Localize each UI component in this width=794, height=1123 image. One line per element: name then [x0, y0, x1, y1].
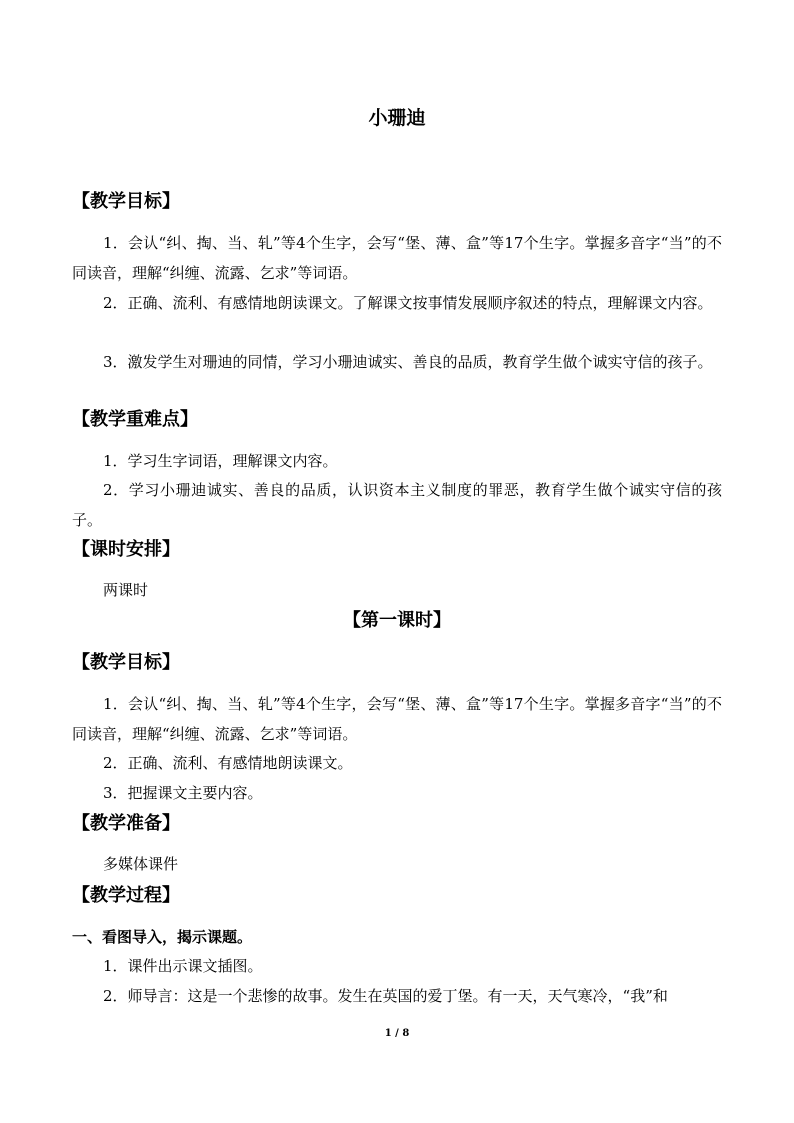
lesson1-prep-heading: 【教学准备】: [72, 813, 180, 834]
step1-heading: 一、看图导入，揭示课题。: [72, 928, 253, 946]
keypoints-heading: 【教学重难点】: [72, 409, 198, 430]
page-number-total: 8: [402, 1028, 410, 1039]
lesson1-goals-item-2: 2．正确、流利、有感情地朗读课文。: [103, 754, 353, 772]
goals-heading: 【教学目标】: [72, 191, 180, 212]
keypoints-item-1: 1．学习生字词语，理解课文内容。: [103, 452, 338, 470]
schedule-heading: 【课时安排】: [72, 539, 180, 560]
step1-item-2: 2．师导言：这是一个悲惨的故事。发生在英国的爱丁堡。有一天，天气寒冷，“我”和: [103, 987, 668, 1005]
lesson1-goals-item-1: 1．会认“纠、掏、当、轧”等4个生字，会写“堡、薄、盒”等17个生字。掌握多音字“当”的不同读音，理解“纠缠、流露、乞求”等词语。: [72, 695, 722, 743]
schedule-text: 两课时: [103, 581, 149, 599]
lesson1-goals-heading: 【教学目标】: [72, 652, 180, 673]
goals-item-2: 2．正确、流利、有感情地朗读课文。了解课文按事情发展顺序叙述的特点，理解课文内容。: [103, 294, 713, 312]
page-number-separator: /: [391, 1028, 403, 1039]
lesson1-goals-item-3: 3．把握课文主要内容。: [103, 784, 263, 802]
page-title: 小珊迪: [368, 107, 426, 129]
page-number: [0, 1027, 794, 1041]
goals-item-3: 3．激发学生对珊迪的同情，学习小珊迪诚实、善良的品质，教育学生做个诚实守信的孩子。: [103, 353, 713, 371]
lesson1-prep-text: 多媒体课件: [103, 855, 179, 873]
lesson1-heading: 【第一课时】: [343, 610, 451, 631]
page-number-current: 1: [384, 1028, 392, 1039]
keypoints-item-2: 2．学习小珊迪诚实、善良的品质，认识资本主义制度的罪恶，教育学生做个诚实守信的孩子。: [72, 481, 722, 529]
lesson1-process-heading: 【教学过程】: [72, 885, 180, 906]
goals-item-1: 1．会认“纠、掏、当、轧”等4个生字，会写“堡、薄、盒”等17个生字。掌握多音字“当”的不同读音，理解“纠缠、流露、乞求”等词语。: [72, 234, 722, 282]
step1-item-1: 1．课件出示课文插图。: [103, 957, 263, 975]
